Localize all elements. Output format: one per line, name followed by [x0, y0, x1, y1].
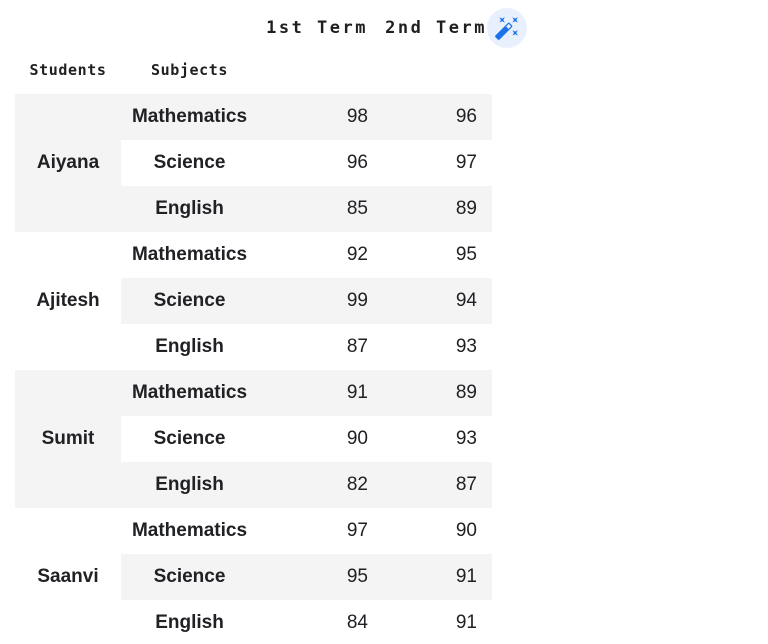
term2-grade-cell: 89	[455, 198, 477, 219]
term1-grade-cell: 91	[346, 382, 368, 403]
student-cell: Saanvi	[15, 508, 121, 644]
index-header-row	[15, 46, 492, 94]
student-cell: Ajitesh	[15, 232, 121, 370]
header-spacer	[258, 46, 374, 94]
column-header-term2: 2nd Term	[385, 18, 487, 38]
term2-grade-cell: 90	[455, 520, 477, 541]
subject-cell: English	[155, 198, 224, 219]
student-cell: Sumit	[15, 370, 121, 508]
term2-grade-cell: 87	[455, 474, 477, 495]
subject-cell: Mathematics	[131, 106, 248, 127]
subject-cell: Mathematics	[131, 520, 248, 541]
term1-grade-cell: 92	[346, 244, 368, 265]
subject-cell: Science	[153, 566, 226, 587]
term1-grade-cell: 96	[346, 152, 368, 173]
subject-cell: Mathematics	[131, 382, 248, 403]
subject-cell: Science	[153, 290, 226, 311]
student-cell: Aiyana	[15, 94, 121, 232]
magic-wand-sparkles-icon	[494, 15, 520, 41]
term1-grade-cell: 90	[346, 428, 368, 449]
index-header-students: Students	[29, 61, 107, 79]
term2-grade-cell: 97	[455, 152, 477, 173]
term1-grade-cell: 85	[346, 198, 368, 219]
table-row	[15, 370, 492, 416]
header-spacer	[15, 10, 121, 46]
subject-cell: Science	[153, 152, 226, 173]
term1-grade-cell: 95	[346, 566, 368, 587]
term-header-row	[15, 10, 492, 46]
grades-table	[15, 10, 492, 644]
index-header-subjects: Subjects	[150, 61, 229, 79]
table-row	[15, 232, 492, 278]
term1-grade-cell: 87	[346, 336, 368, 357]
column-header-term1: 1st Term	[266, 18, 368, 38]
subject-cell: English	[155, 336, 224, 357]
subject-cell: English	[155, 612, 224, 633]
header-spacer	[121, 10, 258, 46]
term2-grade-cell: 91	[455, 612, 477, 633]
term1-grade-cell: 82	[346, 474, 368, 495]
table-row	[15, 94, 492, 140]
term1-grade-cell: 97	[346, 520, 368, 541]
subject-cell: Mathematics	[131, 244, 248, 265]
term1-grade-cell: 99	[346, 290, 368, 311]
header-spacer	[374, 46, 492, 94]
term2-grade-cell: 91	[455, 566, 477, 587]
term2-grade-cell: 93	[455, 428, 477, 449]
term2-grade-cell: 95	[455, 244, 477, 265]
term1-grade-cell: 98	[346, 106, 368, 127]
term2-grade-cell: 93	[455, 336, 477, 357]
subject-cell: English	[155, 474, 224, 495]
generate-chart-button[interactable]	[487, 8, 527, 48]
term2-grade-cell: 96	[455, 106, 477, 127]
term2-grade-cell: 94	[455, 290, 477, 311]
subject-cell: Science	[153, 428, 226, 449]
term1-grade-cell: 84	[346, 612, 368, 633]
table-row	[15, 508, 492, 554]
term2-grade-cell: 89	[455, 382, 477, 403]
